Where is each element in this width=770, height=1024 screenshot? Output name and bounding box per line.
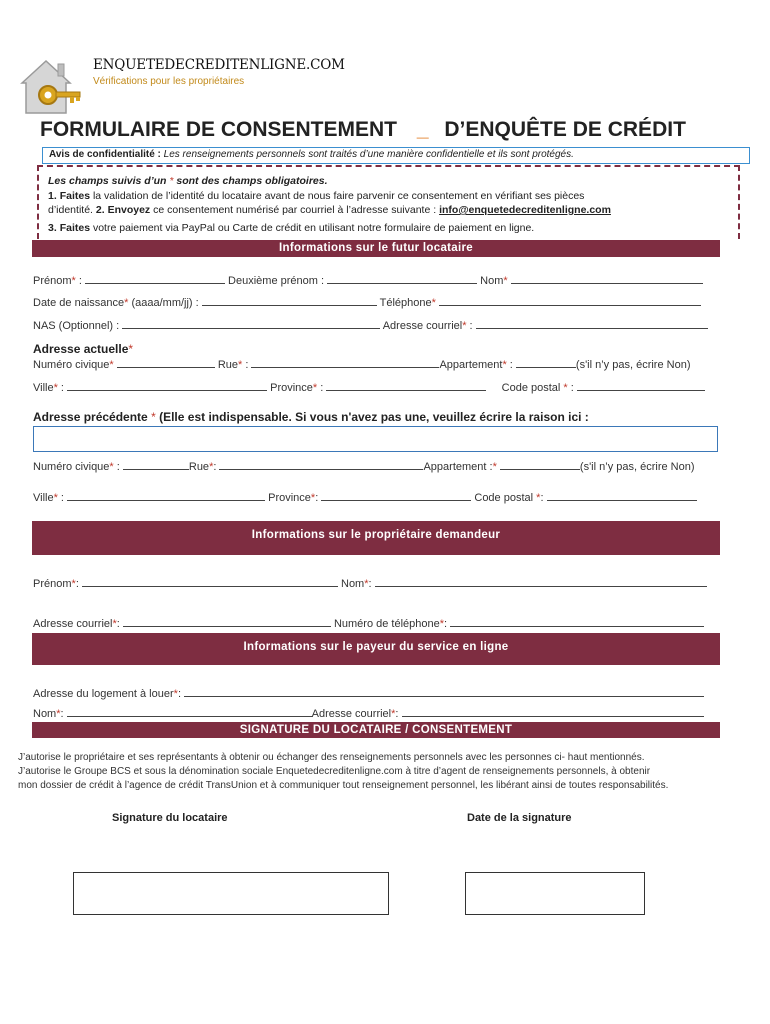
prev-appartement-label: Appartement (423, 461, 487, 473)
prenom-field[interactable] (85, 274, 225, 284)
required-star: * (128, 342, 134, 356)
signature-section-header: SIGNATURE DU LOCATAIRE / CONSENTEMENT (32, 722, 720, 738)
prev-appt-note: (s'il n’y pas, écrire Non) (579, 461, 695, 473)
required-star: * (563, 382, 568, 394)
telephone-field[interactable] (439, 296, 701, 306)
contact-email-link[interactable]: info@enquetedecreditenligne.com (439, 204, 611, 216)
province-field[interactable] (326, 381, 486, 391)
required-star: * (109, 359, 114, 371)
owner-prenom-field[interactable] (82, 577, 338, 587)
required-star: * (56, 708, 61, 720)
required-star: * (431, 297, 436, 309)
owner-section-header: Informations sur le propriétaire demandeur (32, 521, 720, 555)
consent-line-2: J’autorise le Groupe BCS et sous la dénomination sociale Enquetedecreditenligne.com à titre d’agent de renseignements personnels, à obtenir (18, 766, 651, 777)
required-prefix: Les champs suivis d’un (48, 175, 167, 187)
title-separator: _ (416, 118, 429, 141)
step-1-bold: Faites (59, 190, 91, 202)
payer-courriel-label: Adresse courriel (311, 708, 392, 720)
payer-courriel-field[interactable] (402, 707, 704, 717)
nom-field[interactable] (511, 274, 703, 284)
prev-rue-field[interactable] (219, 460, 423, 470)
ville-field[interactable] (67, 381, 267, 391)
consent-line-3: mon dossier de crédit à l’agence de crédit TransUnion et à communiquer tout renseignement personnel, les libérant ainsi de toutes responsabilités. (18, 780, 669, 791)
appartement-field[interactable] (516, 358, 576, 368)
privacy-text: Les renseignements personnels sont traités d’une manière confidentielle et ils sont protégés. (163, 149, 574, 160)
tenant-name-row: Prénom* : Deuxième prénom : Nom* (33, 274, 703, 287)
prev-code-postal-field[interactable] (547, 491, 697, 501)
prev-province-label: Province (268, 492, 311, 504)
required-note (48, 175, 328, 187)
nas-label: NAS (Optionnel) : (33, 320, 120, 332)
telephone-label: Téléphone (379, 297, 432, 309)
prev-ville-field[interactable] (67, 491, 265, 501)
tenant-dob-row (33, 296, 701, 309)
prev-numero-field[interactable] (123, 460, 189, 470)
signature-date-box[interactable] (465, 872, 645, 915)
brand-tagline: Vérifications pour les propriétaires (93, 76, 245, 87)
nom-label: Nom (480, 275, 504, 287)
required-suffix: sont des champs obligatoires. (176, 175, 328, 187)
code-postal-field[interactable] (577, 381, 705, 391)
owner-telephone-field[interactable] (450, 617, 704, 627)
owner-name-row: Prénom*: Nom*: (33, 577, 707, 590)
courriel-label: Adresse courriel (382, 320, 463, 332)
title-left: FORMULAIRE DE CONSENTEMENT (40, 118, 397, 141)
required-star: * (124, 297, 129, 309)
step-2 (48, 204, 611, 216)
prev-code-postal-label: Code postal (474, 492, 534, 504)
prev-numero-label: Numéro civique (33, 461, 110, 473)
signature-box[interactable] (73, 872, 389, 915)
current-city-row: Ville* : Province* : Code postal * : (33, 381, 705, 394)
title-right: D’ENQUÊTE DE CRÉDIT (444, 118, 686, 141)
tenant-nas-row: NAS (Optionnel) : Adresse courriel* : (33, 319, 708, 332)
required-star: * (112, 618, 117, 630)
required-star: * (169, 175, 174, 187)
prev-appartement-field[interactable] (500, 460, 580, 470)
required-star: * (151, 410, 156, 424)
signature-label: Signature du locataire (112, 812, 228, 824)
previous-address-note: (Elle est indispensable. Si vous n'avez pas une, veuillez écrire la raison ici : (159, 410, 589, 424)
required-star: * (503, 275, 508, 287)
payer-section-header: Informations sur le payeur du service en ligne (32, 633, 720, 665)
previous-address-input[interactable] (33, 426, 718, 452)
step-1-num: 1. (48, 190, 57, 202)
deuxieme-prenom-field[interactable] (327, 274, 477, 284)
logo (18, 55, 88, 117)
required-star: * (71, 275, 76, 287)
appt-note: (s'il n’y pas, écrire Non) (575, 359, 691, 371)
payer-nom-field[interactable] (67, 707, 312, 717)
prev-province-field[interactable] (321, 491, 471, 501)
page-title (40, 118, 686, 142)
ville-label: Ville (33, 382, 54, 394)
prev-ville-label: Ville (33, 492, 54, 504)
previous-city-row: Ville* : Province*: Code postal *: (33, 491, 697, 504)
payer-nom-label: Nom (33, 708, 57, 720)
numero-label: Numéro civique (33, 359, 110, 371)
payer-adresse-label: Adresse du logement à louer (33, 688, 174, 700)
courriel-field[interactable] (476, 319, 708, 329)
required-star: * (173, 688, 178, 700)
owner-telephone-label: Numéro de téléphone (333, 618, 440, 630)
required-star: * (109, 461, 114, 473)
house-key-icon (18, 55, 88, 117)
required-star: * (502, 359, 507, 371)
required-star: * (71, 578, 76, 590)
privacy-notice (42, 147, 750, 164)
code-postal-label: Code postal (501, 382, 561, 394)
required-star: * (364, 578, 369, 590)
required-star: * (391, 708, 396, 720)
signature-date-label: Date de la signature (467, 812, 572, 824)
rue-label: Rue (217, 359, 239, 371)
step-3-bold: Faites (59, 222, 91, 234)
prev-rue-label: Rue (188, 461, 210, 473)
required-star: * (536, 492, 541, 504)
owner-prenom-label: Prénom (33, 578, 72, 590)
appartement-label: Appartement (439, 359, 503, 371)
consent-line-1: J’autorise le propriétaire et ses représentants à obtenir ou échanger des renseignements personnels avec les personnes ci- haut mentionnés. (18, 752, 645, 763)
step-3 (48, 222, 534, 234)
previous-address-label: Adresse précédente (33, 410, 148, 424)
owner-contact-row: Adresse courriel*: Numéro de téléphone*: (33, 617, 704, 630)
current-address-label: Adresse actuelle (33, 342, 129, 356)
nas-field[interactable] (122, 319, 380, 329)
step-3-text: votre paiement via PayPal ou Carte de crédit en utilisant notre formulaire de paiement en ligne. (92, 222, 535, 234)
consent-text (18, 751, 753, 793)
required-star: * (462, 320, 467, 332)
required-star: * (53, 382, 58, 394)
brand-name: ENQUETEDECREDITENLIGNE.COM (93, 57, 345, 73)
owner-courriel-label: Adresse courriel (33, 618, 113, 630)
required-star: * (209, 461, 214, 473)
previous-street-row: Numéro civique* : Rue*: Appartement :* (s'il n’y pas, écrire Non) (33, 461, 695, 473)
step-1-text-cont: d’identité. (48, 204, 93, 216)
dob-field[interactable] (202, 296, 377, 306)
owner-courriel-field[interactable] (123, 617, 331, 627)
required-star: * (53, 492, 58, 504)
required-star: * (238, 359, 243, 371)
current-street-row: Numéro civique* Rue* : Appartement* : (s'il n’y pas, écrire Non) (33, 359, 691, 371)
step-1-text: la validation de l’identité du locataire avant de nous faire parvenir ce consentement en vérifiant ses pièces (92, 190, 585, 202)
current-address-heading (33, 342, 133, 356)
numero-field[interactable] (117, 358, 215, 368)
dob-label: Date de naissance (33, 297, 125, 309)
owner-nom-label: Nom (341, 578, 365, 590)
required-star: * (312, 382, 318, 394)
previous-address-heading (33, 410, 589, 424)
step-2-num: 2. (95, 204, 105, 216)
step-3-num: 3. (48, 222, 57, 234)
deuxieme-prenom-label: Deuxième prénom : (228, 275, 325, 287)
required-star: * (492, 461, 497, 473)
payer-address-row: Adresse du logement à louer*: (33, 687, 704, 700)
payer-name-row: Nom*: Adresse courriel*: (33, 707, 704, 720)
step-2-bold: Envoyez (107, 204, 151, 216)
tenant-section-header: Informations sur le futur locataire (32, 240, 720, 257)
prenom-label: Prénom (33, 275, 72, 287)
owner-nom-field[interactable] (375, 577, 707, 587)
step-1 (48, 190, 728, 202)
rue-field[interactable] (251, 358, 439, 368)
payer-adresse-field[interactable] (184, 687, 704, 697)
required-star: * (439, 618, 445, 630)
privacy-label: Avis de confidentialité : (49, 149, 161, 160)
required-star: * (310, 492, 316, 504)
step-2-text: ce consentement numérisé par courriel à l’adresse suivante : (153, 204, 437, 216)
dob-format: (aaaa/mm/jj) : (131, 297, 199, 309)
province-label: Province (270, 382, 313, 394)
